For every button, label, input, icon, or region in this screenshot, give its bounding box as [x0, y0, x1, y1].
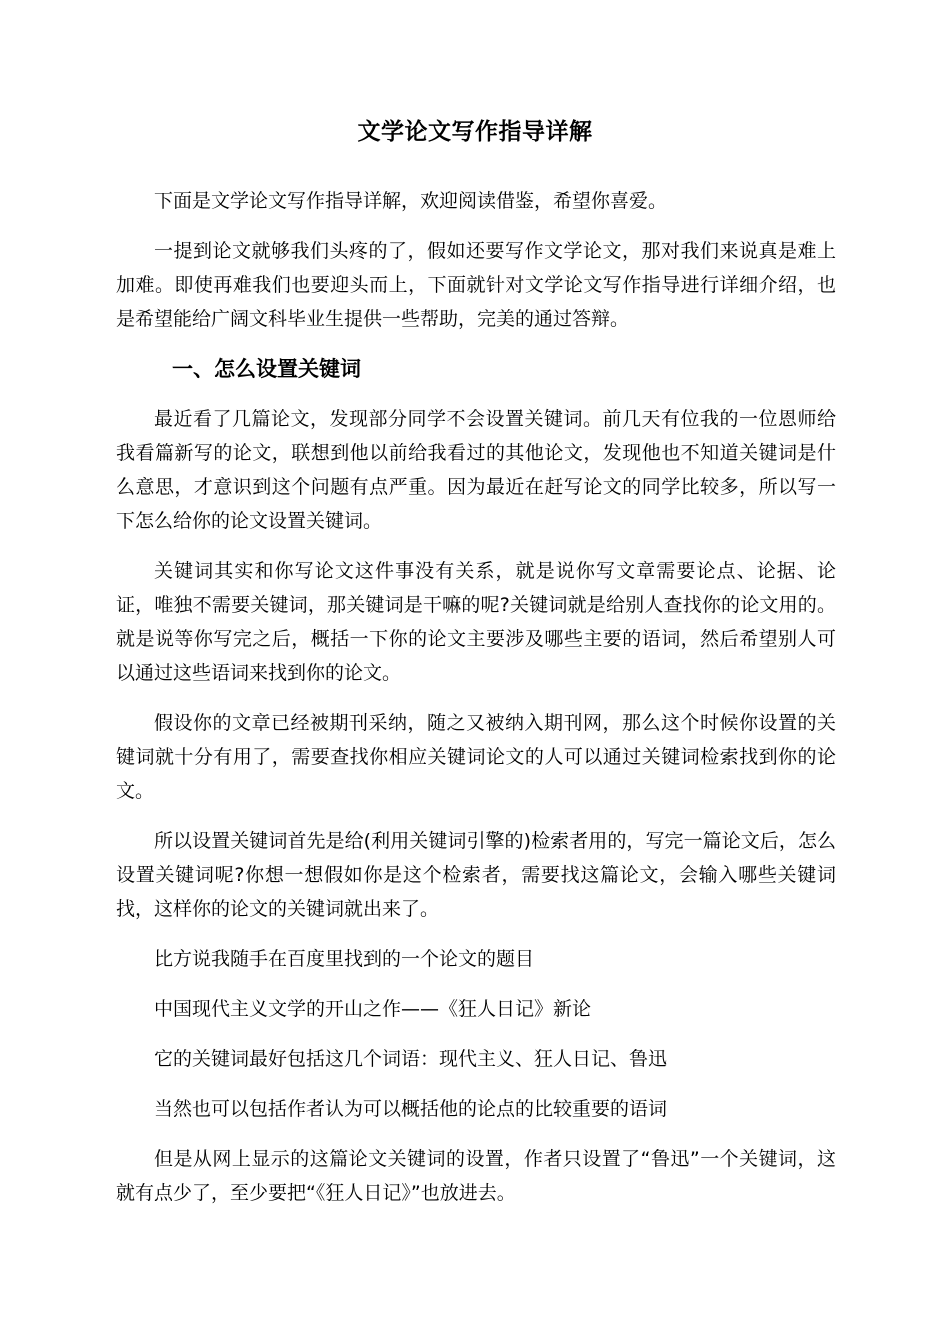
paragraph-keywords-conclusion: 但是从网上显示的这篇论文关键词的设置，作者只设置了“鲁迅”一个关键词，这就有点少了，至少要把“《狂人日记》”也放进去。	[116, 1148, 836, 1204]
paragraph-intro-2: 一提到论文就够我们头疼的了，假如还要写作文学论文，那对我们来说真是难上加难。即使再难我们也要迎头而上，下面就针对文学论文写作指导进行详细介绍，也是希望能给广阔文科毕业生提供一些帮助，完美的通过答辩。	[116, 240, 836, 330]
document-title: 文学论文写作指导详解	[357, 119, 593, 145]
paragraph-keywords-3: 假设你的文章已经被期刊采纳，随之又被纳入期刊网，那么这个时候你设置的关键词就十分有用了，需要查找你相应关键词论文的人可以通过关键词检索找到你的论文。	[116, 712, 836, 802]
section-heading-keywords: 一、怎么设置关键词	[172, 357, 361, 381]
paragraph-example-title: 中国现代主义文学的开山之作——《狂人日记》新论	[154, 998, 592, 1020]
paragraph-keywords-1: 最近看了几篇论文，发现部分同学不会设置关键词。前几天有位我的一位恩师给我看篇新写的论文，联想到他以前给我看过的其他论文，发现他也不知道关键词是什么意思，才意识到这个问题有点严重。因为最近在赶写论文的同学比较多，所以写一下怎么给你的论文设置关键词。	[116, 408, 836, 532]
paragraph-keywords-4: 所以设置关键词首先是给(利用关键词引擎的)检索者用的，写完一篇论文后，怎么设置关键词呢?你想一想假如你是这个检索者，需要找这篇论文，会输入哪些关键词找，这样你的论文的关键词就出来了。	[116, 830, 836, 920]
paragraph-intro-1: 下面是文学论文写作指导详解，欢迎阅读借鉴，希望你喜爱。	[154, 190, 668, 212]
document-body	[116, 184, 836, 1226]
paragraph-keywords-2: 关键词其实和你写论文这件事没有关系，就是说你写文章需要论点、论据、论证，唯独不需要关键词，那关键词是干嘛的呢?关键词就是给别人查找你的论文用的。就是说等你写完之后，概括一下你的论文主要涉及哪些主要的语词，然后希望别人可以通过这些语词来找到你的论文。	[116, 560, 836, 684]
paragraph-example-keywords: 它的关键词最好包括这几个词语：现代主义、狂人日记、鲁迅	[154, 1048, 668, 1070]
paragraph-example-intro: 比方说我随手在百度里找到的一个论文的题目	[154, 948, 535, 970]
paragraph-example-note: 当然也可以包括作者认为可以概括他的论点的比较重要的语词	[154, 1098, 668, 1120]
